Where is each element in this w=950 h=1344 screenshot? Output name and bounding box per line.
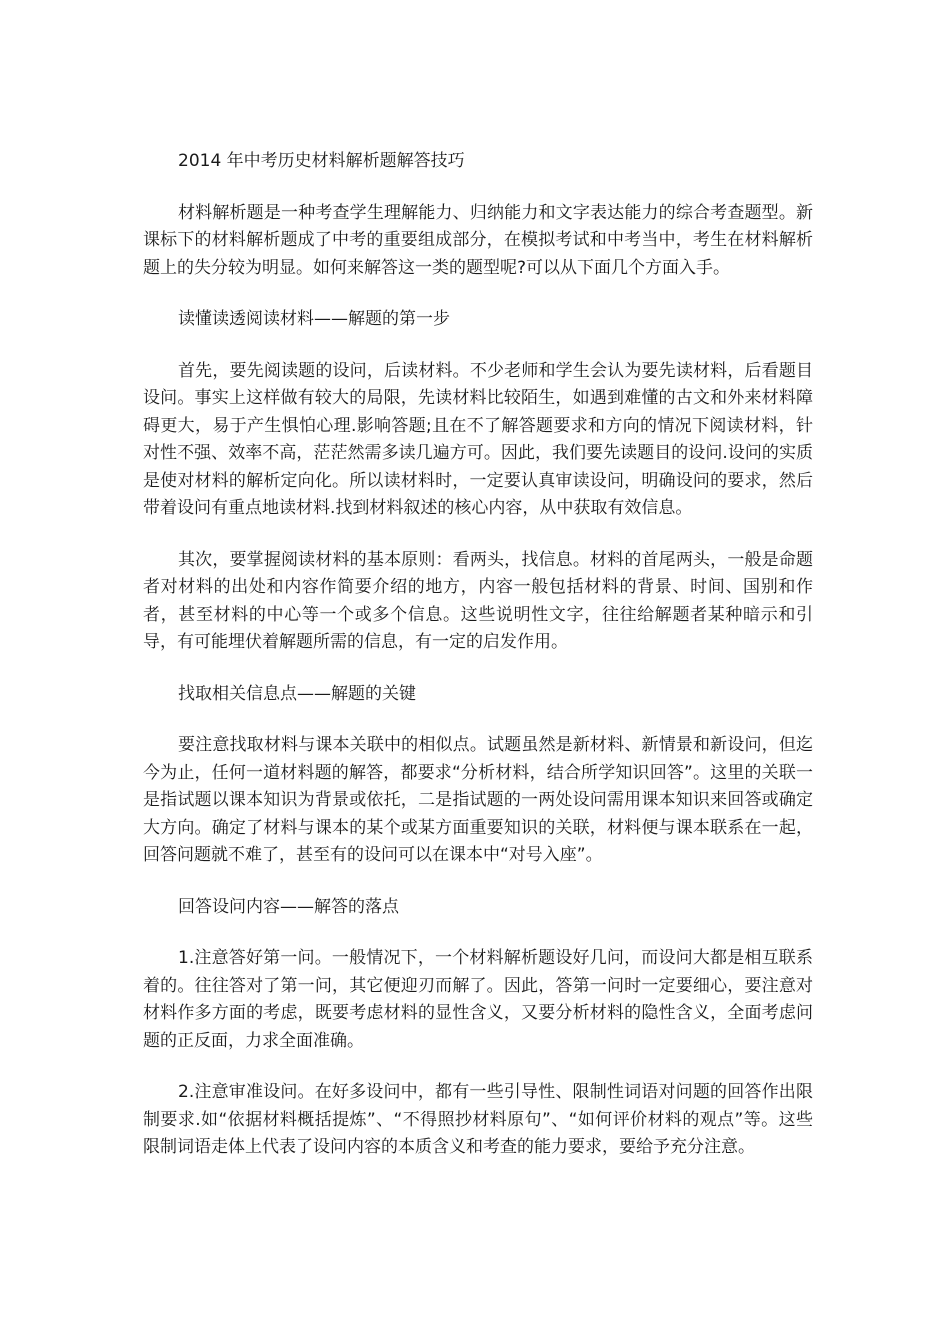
intro-paragraph: 材料解析题是一种考查学生理解能力、归纳能力和文字表达能力的综合考查题型。新课标下的材料解析题成了中考的重要组成部分，在模拟考试和中考当中，考生在材料解析题上的失分较为明显。如何来解答这一类的题型呢?可以从下面几个方面入手。 (143, 202, 813, 278)
section-heading-reading: 读懂读透阅读材料——解题的第一步 (178, 309, 450, 329)
document-title: 2014 年中考历史材料解析题解答技巧 (178, 151, 465, 171)
paragraph-review-question: 2.注意审准设问。在好多设问中，都有一些引导性、限制性词语对问题的回答作出限制要求.如“依据材料概括提炼”、“不得照抄材料原句”、“如何评价材料的观点”等。这些限制词语走体上代表了设问内容的本质含义和考查的能力要求，要给予充分注意。 (143, 1082, 813, 1157)
section-heading-key-info: 找取相关信息点——解题的关键 (178, 683, 416, 704)
section-heading-answering: 回答设问内容——解答的落点 (178, 896, 399, 917)
paragraph-first-question: 1.注意答好第一问。一般情况下，一个材料解析题设好几问，而设问大都是相互联系着的。往往答对了第一问，其它便迎刃而解了。因此，答第一问时一定要细心，要注意对材料作多方面的考虑，既要考虑材料的显性含义，又要分析材料的隐性含义，全面考虑问题的正反面，力求全面准确。 (143, 948, 813, 1051)
paragraph-read-question-first: 首先，要先阅读题的设问，后读材料。不少老师和学生会认为要先读材料，后看题目设问。事实上这样做有较大的局限，先读材料比较陌生，如遇到难懂的古文和外来材料障碍更大，易于产生惧怕心理.影响答题;且在不了解答题要求和方向的情况下阅读材料，针对性不强、效率不高，茫茫然需多读几遍方可。因此，我们要先读题目的设问.设问的实质是使对材料的解析定向化。所以读材料时，一定要认真审读设问，明确设问的要求，然后带着设问有重点地读材料.找到材料叙述的核心内容，从中获取有效信息。 (143, 360, 813, 518)
paragraph-reading-principles: 其次，要掌握阅读材料的基本原则：看两头，找信息。材料的首尾两头，一般是命题者对材料的出处和内容作简要介绍的地方，内容一般包括材料的背景、时间、国别和作者，甚至材料的中心等一个或多个信息。这些说明性文字，往往给解题者某种暗示和引导，有可能埋伏着解题所需的信息，有一定的启发作用。 (143, 549, 813, 652)
document-page (143, 148, 813, 1186)
paragraph-textbook-link: 要注意找取材料与课本关联中的相似点。试题虽然是新材料、新情景和新设问，但迄今为止，任何一道材料题的解答，都要求“分析材料，结合所学知识回答”。这里的关联一是指试题以课本知识为背景或依托，二是指试题的一两处设问需用课本知识来回答或确定大方向。确定了材料与课本的某个或某方面重要知识的关联，材料便与课本联系在一起，回答问题就不难了，甚至有的设问可以在课本中“对号入座”。 (143, 735, 813, 865)
